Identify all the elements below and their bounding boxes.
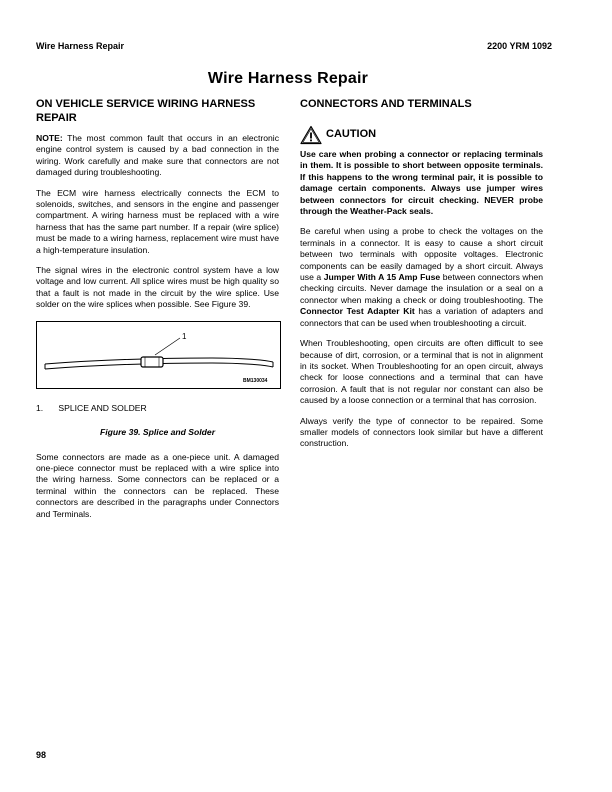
page-number: 98 bbox=[36, 750, 47, 760]
running-header-left: Wire Harness Repair bbox=[36, 41, 124, 51]
caution-label: CAUTION bbox=[326, 128, 377, 141]
left-column bbox=[36, 97, 279, 529]
caution-header bbox=[300, 125, 543, 145]
legend-number: 1. bbox=[36, 402, 44, 413]
jumper-fuse-term: Jumper With A 15 Amp Fuse bbox=[323, 272, 441, 283]
running-header-right: 2200 YRM 1092 bbox=[487, 41, 552, 51]
page-title: Wire Harness Repair bbox=[207, 70, 369, 87]
callout-leader-line bbox=[155, 338, 180, 355]
connector-test-adapter-kit-term: Connector Test Adapter Kit bbox=[300, 306, 415, 317]
figure-legend-item bbox=[36, 403, 279, 414]
probe-text-2: between connectors when checking circuits. Never damage the insulation or a seal on a connector when making a check or doing troubleshooting. The bbox=[300, 272, 543, 305]
figure-code: BM130034 bbox=[243, 377, 268, 384]
paragraph-open-circuits: When Troubleshooting, open circuits are often difficult to see because of dirt, corrosion, or a terminal that is not in alignment in its socket. When Troubleshooting for an open circuit, always check for loose connections and a terminal that can have corrosion. A fault that is not regular nor constant can also be caused by a loose connection or a terminal that has corrosion. bbox=[300, 338, 543, 406]
figure-caption: Figure 39. Splice and Solder bbox=[99, 427, 216, 438]
paragraph-one-piece-connectors: Some connectors are made as a one-piece unit. A damaged one-piece connector must be replaced with a wire splice into the wiring harness. Some connectors can be replaced or a terminal within the connectors can be replaced. These connectors are described in the paragraphs under Connectors and Terminals. bbox=[36, 451, 279, 519]
section-heading-wiring-harness-repair: ON VEHICLE SERVICE WIRING HARNESS REPAIR bbox=[36, 98, 256, 124]
caution-text: Use care when probing a connector or replacing terminals in them. It is possible to short between opposite terminals. If this happens to the wrong terminal pair, it is possible to damage certain components. Always use jumper wires between connectors for circuit checking. NEVER probe through the Weather-Pack seals. bbox=[300, 149, 543, 217]
paragraph-ecm-harness: The ECM wire harness electrically connects the ECM to solenoids, switches, and sensors in the engine and passenger compartment. A wiring harness must be replaced with a wire harness that has the same part number. If a repair (wire splice) must be made to a wiring harness, replacement wire must have a high-temperature insulation. bbox=[36, 187, 279, 255]
probe-text-3: has a variation of adapters and connectors that can be used when troubleshooting a circuit. bbox=[300, 306, 543, 328]
splice-sleeve bbox=[141, 357, 163, 367]
paragraph-probe-care bbox=[300, 226, 543, 329]
probe-text-1: Be careful when using a probe to check the voltages on the terminals in a connector. It is easy to cause a short circuit between two terminals with opposite voltages. Electronic components can be easily damaged by a short circuit. Always use a bbox=[300, 226, 543, 283]
note-label: NOTE: bbox=[36, 133, 63, 143]
splice-drawing bbox=[37, 322, 280, 388]
figure-callout-1: 1 bbox=[182, 331, 187, 341]
paragraph-signal-wires: The signal wires in the electronic control system have a low voltage and low current. All splice wires must be high quality so that a fault is not made in the circuit by the wire splice. Use solder on the wire splices when possible. See Figure 39. bbox=[36, 265, 279, 310]
legend-text: SPLICE AND SOLDER bbox=[58, 402, 147, 413]
warning-triangle-icon bbox=[300, 125, 322, 145]
figure-splice-illustration bbox=[36, 321, 281, 389]
paragraph-verify-connector: Always verify the type of connector to be repaired. Some smaller models of connectors look similar but have a different construction. bbox=[300, 415, 543, 449]
section-heading-connectors-terminals: CONNECTORS AND TERMINALS bbox=[300, 98, 472, 110]
right-column bbox=[300, 97, 543, 459]
note-text: The most common fault that occurs in an electronic engine control system is caused by a bad connection in the wiring. Work carefully and make sure that connectors are not damaged during troubleshooting. bbox=[36, 133, 279, 178]
note-paragraph bbox=[36, 133, 279, 179]
